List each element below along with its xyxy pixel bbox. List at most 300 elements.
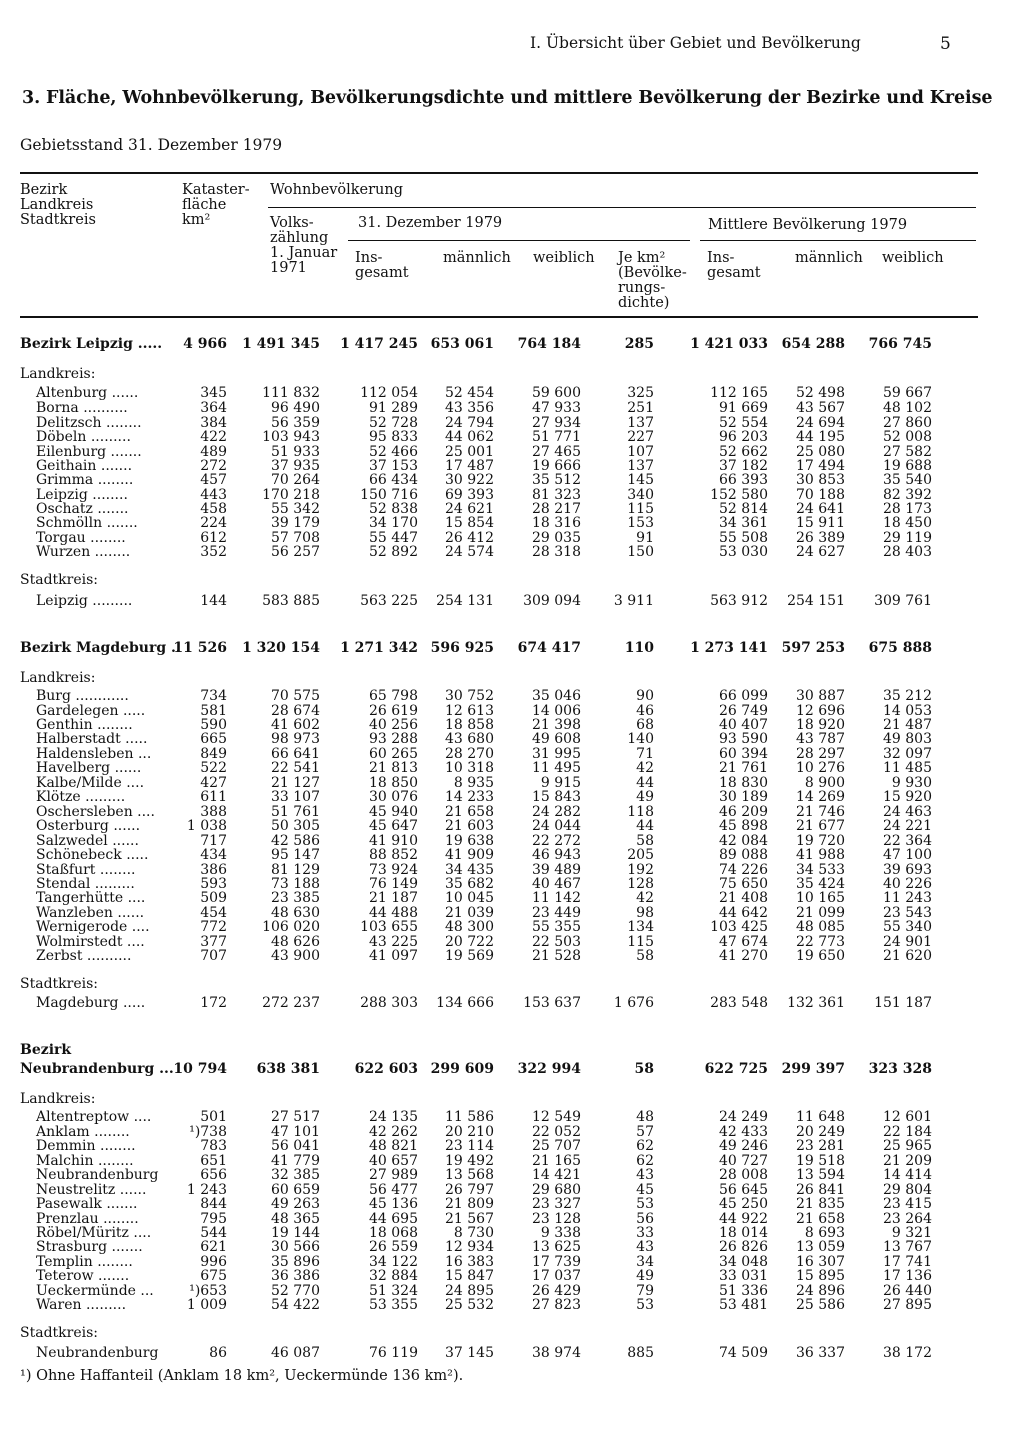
section-label: Bezirk [20, 1042, 72, 1058]
cell-dichte: 150 [627, 544, 654, 560]
cell-mittel-weiblich: 675 888 [868, 640, 932, 656]
cell-mittel-maennlich: 70 188 [796, 487, 845, 503]
kreis-name: Haldensleben ... [36, 746, 152, 762]
cell-mittel-weiblich: 40 226 [883, 876, 932, 892]
cell-weiblich: 24 282 [532, 804, 581, 820]
header-dichte-line-3: rungs- [618, 280, 666, 296]
cell-weiblich: 13 625 [532, 1239, 581, 1255]
cell-mittel-weiblich: 55 340 [883, 919, 932, 935]
cell-volkszaehlung-1971: 28 674 [271, 703, 320, 719]
cell-mittel-maennlich: 18 920 [796, 717, 845, 733]
cell-flaeche: 144 [200, 593, 227, 609]
cell-mittel-insgesamt: 30 189 [719, 789, 768, 805]
cell-mittel-insgesamt: 55 508 [719, 530, 768, 546]
cell-mittel-weiblich: 59 667 [883, 385, 932, 401]
cell-dichte: 98 [636, 905, 654, 921]
cell-weiblich: 28 318 [532, 544, 581, 560]
cell-insgesamt: 45 940 [369, 804, 418, 820]
kreis-name: Zerbst .......... [36, 948, 132, 964]
cell-mittel-maennlich: 25 586 [796, 1297, 845, 1313]
cell-mittel-insgesamt: 66 099 [719, 688, 768, 704]
cell-mittel-insgesamt: 74 509 [719, 1345, 768, 1361]
cell-mittel-insgesamt: 45 898 [719, 818, 768, 834]
header-weiblich-mittel: weiblich [882, 250, 944, 266]
section-label: Landkreis: [20, 1091, 96, 1107]
cell-volkszaehlung-1971: 41 779 [271, 1153, 320, 1169]
cell-volkszaehlung-1971: 42 586 [271, 833, 320, 849]
cell-mittel-maennlich: 254 151 [787, 593, 845, 609]
cell-insgesamt: 30 076 [369, 789, 418, 805]
cell-weiblich: 11 142 [532, 890, 581, 906]
cell-dichte: 134 [627, 919, 654, 935]
cell-mittel-insgesamt: 44 922 [719, 1211, 768, 1227]
cell-mittel-maennlich: 24 896 [796, 1283, 845, 1299]
cell-dichte: 57 [636, 1124, 654, 1140]
cell-volkszaehlung-1971: 51 761 [271, 804, 320, 820]
cell-flaeche: 422 [200, 429, 227, 445]
cell-mittel-weiblich: 27 895 [883, 1297, 932, 1313]
cell-insgesamt: 53 355 [369, 1297, 418, 1313]
cell-flaeche: 364 [200, 400, 227, 416]
cell-mittel-insgesamt: 44 642 [719, 905, 768, 921]
cell-mittel-weiblich: 82 392 [883, 487, 932, 503]
cell-mittel-weiblich: 21 487 [883, 717, 932, 733]
cell-volkszaehlung-1971: 32 385 [271, 1167, 320, 1183]
cell-mittel-maennlich: 23 281 [796, 1138, 845, 1154]
cell-mittel-maennlich: 30 887 [796, 688, 845, 704]
cell-mittel-maennlich: 8 900 [804, 775, 845, 791]
cell-dichte: 285 [624, 336, 654, 352]
kreis-name: Pasewalk ....... [36, 1196, 138, 1212]
cell-dichte: 79 [636, 1283, 654, 1299]
cell-volkszaehlung-1971: 22 541 [271, 760, 320, 776]
cell-mittel-weiblich: 151 187 [874, 995, 932, 1011]
header-bottom-rule [20, 316, 978, 318]
kreis-name: Schmölln ....... [36, 515, 138, 531]
cell-volkszaehlung-1971: 60 659 [271, 1182, 320, 1198]
bezirk-name: Bezirk Magdeburg .. [20, 640, 181, 656]
cell-dichte: 110 [624, 640, 654, 656]
cell-mittel-maennlich: 34 533 [796, 862, 845, 878]
cell-volkszaehlung-1971: 98 973 [271, 731, 320, 747]
cell-volkszaehlung-1971: 73 188 [271, 876, 320, 892]
cell-insgesamt: 51 324 [369, 1283, 418, 1299]
cell-dichte: 205 [627, 847, 654, 863]
cell-flaeche: 434 [200, 847, 227, 863]
cell-mittel-weiblich: 11 243 [883, 890, 932, 906]
cell-flaeche: 1 009 [186, 1297, 227, 1313]
cell-maennlich: 10 318 [445, 760, 494, 776]
header-bezirk-line-1: Bezirk [20, 182, 68, 198]
cell-mittel-maennlich: 16 307 [796, 1254, 845, 1270]
cell-weiblich: 27 934 [532, 415, 581, 431]
cell-insgesamt: 45 647 [369, 818, 418, 834]
cell-mittel-insgesamt: 40 727 [719, 1153, 768, 1169]
cell-mittel-weiblich: 26 440 [883, 1283, 932, 1299]
cell-mittel-weiblich: 14 053 [883, 703, 932, 719]
kreis-name: Borna .......... [36, 400, 128, 416]
cell-weiblich: 40 467 [532, 876, 581, 892]
cell-mittel-insgesamt: 45 250 [719, 1196, 768, 1212]
cell-dichte: 340 [627, 487, 654, 503]
cell-volkszaehlung-1971: 51 933 [271, 444, 320, 460]
cell-mittel-weiblich: 47 100 [883, 847, 932, 863]
cell-dichte: 90 [636, 688, 654, 704]
cell-mittel-insgesamt: 26 749 [719, 703, 768, 719]
kreis-name: Waren ......... [36, 1297, 127, 1313]
cell-maennlich: 11 586 [445, 1109, 494, 1125]
kreis-name: Leipzig ......... [36, 593, 133, 609]
cell-weiblich: 51 771 [532, 429, 581, 445]
cell-insgesamt: 18 850 [369, 775, 418, 791]
header-maennlich: männlich [443, 250, 511, 266]
cell-mittel-weiblich: 27 860 [883, 415, 932, 431]
cell-maennlich: 23 114 [445, 1138, 494, 1154]
cell-dichte: 48 [636, 1109, 654, 1125]
cell-mittel-maennlich: 52 498 [796, 385, 845, 401]
cell-mittel-weiblich: 29 119 [883, 530, 932, 546]
cell-weiblich: 9 915 [540, 775, 581, 791]
header-insgesamt-mittel-line-1: Ins- [707, 250, 735, 266]
cell-mittel-weiblich: 49 803 [883, 731, 932, 747]
cell-insgesamt: 44 695 [369, 1211, 418, 1227]
kreis-name: Halberstadt ..... [36, 731, 148, 747]
cell-mittel-weiblich: 35 540 [883, 472, 932, 488]
cell-dichte: 1 676 [613, 995, 654, 1011]
cell-weiblich: 31 995 [532, 746, 581, 762]
cell-mittel-maennlich: 21 658 [796, 1211, 845, 1227]
cell-maennlich: 13 568 [445, 1167, 494, 1183]
cell-maennlich: 21 039 [445, 905, 494, 921]
cell-insgesamt: 21 813 [369, 760, 418, 776]
cell-mittel-insgesamt: 28 008 [719, 1167, 768, 1183]
cell-weiblich: 24 044 [532, 818, 581, 834]
kreis-name: Schönebeck ..... [36, 847, 149, 863]
cell-dichte: 49 [636, 1268, 654, 1284]
cell-flaeche: 656 [200, 1167, 227, 1183]
cell-flaeche: 427 [200, 775, 227, 791]
cell-mittel-maennlich: 41 988 [796, 847, 845, 863]
kreis-name: Oschatz ....... [36, 501, 129, 517]
cell-volkszaehlung-1971: 48 626 [271, 934, 320, 950]
cell-insgesamt: 1 271 342 [340, 640, 418, 656]
cell-flaeche: 11 526 [173, 640, 227, 656]
cell-weiblich: 55 355 [532, 919, 581, 935]
cell-insgesamt: 27 989 [369, 1167, 418, 1183]
cell-weiblich: 26 429 [532, 1283, 581, 1299]
cell-insgesamt: 66 434 [369, 472, 418, 488]
cell-maennlich: 30 922 [445, 472, 494, 488]
cell-mittel-weiblich: 323 328 [868, 1061, 932, 1077]
kreis-name: Prenzlau ........ [36, 1211, 139, 1227]
cell-dichte: 115 [627, 501, 654, 517]
cell-mittel-weiblich: 28 173 [883, 501, 932, 517]
cell-mittel-weiblich: 24 901 [883, 934, 932, 950]
cell-maennlich: 8 935 [453, 775, 494, 791]
cell-insgesamt: 43 225 [369, 934, 418, 950]
header-dichte-line-1: Je km² [618, 250, 666, 266]
cell-mittel-maennlich: 36 337 [796, 1345, 845, 1361]
section-label: Stadtkreis: [20, 976, 98, 992]
cell-flaeche: 522 [200, 760, 227, 776]
cell-volkszaehlung-1971: 23 385 [271, 890, 320, 906]
cell-volkszaehlung-1971: 70 575 [271, 688, 320, 704]
kreis-name: Geithain ....... [36, 458, 133, 474]
cell-maennlich: 21 603 [445, 818, 494, 834]
cell-mittel-maennlich: 30 853 [796, 472, 845, 488]
cell-insgesamt: 95 833 [369, 429, 418, 445]
cell-mittel-insgesamt: 1 273 141 [690, 640, 768, 656]
cell-mittel-insgesamt: 1 421 033 [690, 336, 768, 352]
cell-mittel-maennlich: 19 518 [796, 1153, 845, 1169]
cell-maennlich: 25 532 [445, 1297, 494, 1313]
cell-volkszaehlung-1971: 56 359 [271, 415, 320, 431]
cell-dichte: 42 [636, 890, 654, 906]
cell-insgesamt: 76 119 [369, 1345, 418, 1361]
cell-dichte: 885 [627, 1345, 654, 1361]
cell-weiblich: 59 600 [532, 385, 581, 401]
cell-weiblich: 21 165 [532, 1153, 581, 1169]
cell-maennlich: 134 666 [436, 995, 494, 1011]
cell-mittel-weiblich: 309 761 [874, 593, 932, 609]
cell-mittel-insgesamt: 283 548 [710, 995, 768, 1011]
kreis-name: Wolmirstedt .... [36, 934, 145, 950]
cell-insgesamt: 55 447 [369, 530, 418, 546]
section-label: Landkreis: [20, 366, 96, 382]
kreis-name: Altenburg ...... [36, 385, 139, 401]
cell-volkszaehlung-1971: 30 566 [271, 1239, 320, 1255]
cell-weiblich: 19 666 [532, 458, 581, 474]
cell-flaeche: 384 [200, 415, 227, 431]
cell-maennlich: 43 680 [445, 731, 494, 747]
cell-flaeche: 783 [200, 1138, 227, 1154]
kreis-name: Malchin ........ [36, 1153, 134, 1169]
mittlere-rule [700, 240, 976, 241]
cell-mittel-insgesamt: 75 650 [719, 876, 768, 892]
cell-volkszaehlung-1971: 81 129 [271, 862, 320, 878]
cell-volkszaehlung-1971: 70 264 [271, 472, 320, 488]
cell-mittel-weiblich: 27 582 [883, 444, 932, 460]
kreis-name: Wurzen ........ [36, 544, 131, 560]
kreis-name: Strasburg ....... [36, 1239, 143, 1255]
cell-flaeche: 707 [200, 948, 227, 964]
cell-maennlich: 30 752 [445, 688, 494, 704]
cell-dichte: 227 [627, 429, 654, 445]
cell-maennlich: 41 909 [445, 847, 494, 863]
cell-weiblich: 21 528 [532, 948, 581, 964]
cell-flaeche: 4 966 [183, 336, 227, 352]
cell-dichte: 118 [627, 804, 654, 820]
cell-mittel-insgesamt: 21 408 [719, 890, 768, 906]
header-volkszaehlung-line-2: zählung [270, 230, 329, 246]
cell-dichte: 42 [636, 760, 654, 776]
cell-flaeche: 849 [200, 746, 227, 762]
cell-weiblich: 309 094 [523, 593, 581, 609]
cell-dichte: 58 [636, 948, 654, 964]
cell-flaeche: 457 [200, 472, 227, 488]
cell-insgesamt: 60 265 [369, 746, 418, 762]
cell-mittel-weiblich: 13 767 [883, 1239, 932, 1255]
cell-weiblich: 29 035 [532, 530, 581, 546]
cell-insgesamt: 52 728 [369, 415, 418, 431]
table-title: 3. Fläche, Wohnbevölkerung, Bevölkerungsdichte und mittlere Bevölkerung der Bezirke und Kreise [22, 88, 993, 108]
header-dichte-line-4: dichte) [618, 295, 670, 311]
cell-weiblich: 29 680 [532, 1182, 581, 1198]
cell-mittel-insgesamt: 51 336 [719, 1283, 768, 1299]
cell-mittel-insgesamt: 103 425 [710, 919, 768, 935]
cell-mittel-insgesamt: 18 014 [719, 1225, 768, 1241]
cell-volkszaehlung-1971: 33 107 [271, 789, 320, 805]
cell-dichte: 137 [627, 458, 654, 474]
kreis-name: Magdeburg ..... [36, 995, 146, 1011]
kreis-name: Ueckermünde ... [36, 1283, 154, 1299]
cell-weiblich: 322 994 [517, 1061, 581, 1077]
cell-mittel-maennlich: 597 253 [781, 640, 845, 656]
cell-weiblich: 764 184 [517, 336, 581, 352]
cell-volkszaehlung-1971: 57 708 [271, 530, 320, 546]
cell-maennlich: 12 934 [445, 1239, 494, 1255]
cell-maennlich: 35 682 [445, 876, 494, 892]
kreis-name: Neustrelitz ...... [36, 1182, 147, 1198]
kreis-name: Staßfurt ........ [36, 862, 136, 878]
cell-insgesamt: 18 068 [369, 1225, 418, 1241]
cell-volkszaehlung-1971: 43 900 [271, 948, 320, 964]
cell-maennlich: 52 454 [445, 385, 494, 401]
cell-maennlich: 37 145 [445, 1345, 494, 1361]
cell-insgesamt: 21 187 [369, 890, 418, 906]
cell-flaeche: 458 [200, 501, 227, 517]
cell-flaeche: 1 243 [186, 1182, 227, 1198]
kreis-name: Genthin ........ [36, 717, 133, 733]
cell-mittel-weiblich: 52 008 [883, 429, 932, 445]
cell-insgesamt: 34 122 [369, 1254, 418, 1270]
header-volkszaehlung-line-1: Volks- [270, 215, 314, 231]
cell-volkszaehlung-1971: 21 127 [271, 775, 320, 791]
cell-volkszaehlung-1971: 36 386 [271, 1268, 320, 1284]
cell-flaeche: 590 [200, 717, 227, 733]
cell-maennlich: 299 609 [430, 1061, 494, 1077]
cell-insgesamt: 41 097 [369, 948, 418, 964]
cell-insgesamt: 32 884 [369, 1268, 418, 1284]
cell-volkszaehlung-1971: 54 422 [271, 1297, 320, 1313]
cell-flaeche: 665 [200, 731, 227, 747]
cell-mittel-maennlich: 15 911 [796, 515, 845, 531]
cell-insgesamt: 34 170 [369, 515, 418, 531]
bezirk-name: Bezirk Leipzig ..... [20, 336, 163, 352]
cell-weiblich: 23 327 [532, 1196, 581, 1212]
cell-weiblich: 17 037 [532, 1268, 581, 1284]
cell-insgesamt: 41 910 [369, 833, 418, 849]
cell-volkszaehlung-1971: 56 041 [271, 1138, 320, 1154]
cell-dichte: 3 911 [613, 593, 654, 609]
cell-mittel-weiblich: 22 184 [883, 1124, 932, 1140]
cell-mittel-insgesamt: 622 725 [704, 1061, 768, 1077]
cell-maennlich: 653 061 [430, 336, 494, 352]
cell-volkszaehlung-1971: 66 641 [271, 746, 320, 762]
cell-dichte: 58 [634, 1061, 654, 1077]
cell-mittel-insgesamt: 40 407 [719, 717, 768, 733]
cell-flaeche: 1 038 [186, 818, 227, 834]
cell-mittel-insgesamt: 563 912 [710, 593, 768, 609]
cell-maennlich: 26 797 [445, 1182, 494, 1198]
cell-mittel-weiblich: 15 920 [883, 789, 932, 805]
cell-weiblich: 35 046 [532, 688, 581, 704]
cell-mittel-insgesamt: 26 826 [719, 1239, 768, 1255]
cell-mittel-weiblich: 39 693 [883, 862, 932, 878]
cell-mittel-weiblich: 11 485 [883, 760, 932, 776]
cell-dichte: 53 [636, 1297, 654, 1313]
cell-insgesamt: 622 603 [354, 1061, 418, 1077]
cell-mittel-maennlich: 13 059 [796, 1239, 845, 1255]
cell-weiblich: 27 465 [532, 444, 581, 460]
header-katasterflaeche-line-1: Kataster- [182, 182, 250, 198]
header-wohnbevoelkerung: Wohnbevölkerung [270, 182, 404, 198]
cell-mittel-weiblich: 23 264 [883, 1211, 932, 1227]
cell-volkszaehlung-1971: 56 257 [271, 544, 320, 560]
cell-maennlich: 21 809 [445, 1196, 494, 1212]
cell-dichte: 137 [627, 415, 654, 431]
cell-volkszaehlung-1971: 50 305 [271, 818, 320, 834]
cell-mittel-weiblich: 12 601 [883, 1109, 932, 1125]
cell-flaeche: 996 [200, 1254, 227, 1270]
kreis-name: Altentreptow .... [36, 1109, 152, 1125]
cell-flaeche: 717 [200, 833, 227, 849]
cell-insgesamt: 52 892 [369, 544, 418, 560]
header-volkszaehlung-line-3: 1. Januar [270, 245, 338, 261]
cell-mittel-maennlich: 11 648 [796, 1109, 845, 1125]
cell-mittel-maennlich: 44 195 [796, 429, 845, 445]
cell-mittel-weiblich: 14 414 [883, 1167, 932, 1183]
cell-dichte: 115 [627, 934, 654, 950]
cell-mittel-weiblich: 32 097 [883, 746, 932, 762]
cell-insgesamt: 44 488 [369, 905, 418, 921]
cell-mittel-insgesamt: 42 084 [719, 833, 768, 849]
cell-dichte: 325 [627, 385, 654, 401]
cell-mittel-weiblich: 48 102 [883, 400, 932, 416]
cell-mittel-insgesamt: 33 031 [719, 1268, 768, 1284]
cell-insgesamt: 73 924 [369, 862, 418, 878]
cell-maennlich: 8 730 [453, 1225, 494, 1241]
cell-insgesamt: 37 153 [369, 458, 418, 474]
cell-flaeche: 489 [200, 444, 227, 460]
cell-insgesamt: 40 657 [369, 1153, 418, 1169]
cell-flaeche: 345 [200, 385, 227, 401]
cell-maennlich: 12 613 [445, 703, 494, 719]
cell-insgesamt: 91 289 [369, 400, 418, 416]
cell-flaeche: 593 [200, 876, 227, 892]
cell-mittel-maennlich: 8 693 [804, 1225, 845, 1241]
cell-mittel-insgesamt: 112 165 [710, 385, 768, 401]
section-label: Landkreis: [20, 670, 96, 686]
header-maennlich-mittel: männlich [795, 250, 863, 266]
cell-weiblich: 17 739 [532, 1254, 581, 1270]
cell-mittel-weiblich: 18 450 [883, 515, 932, 531]
cell-maennlich: 24 794 [445, 415, 494, 431]
cell-mittel-insgesamt: 18 830 [719, 775, 768, 791]
cell-weiblich: 23 128 [532, 1211, 581, 1227]
cell-dichte: 43 [636, 1167, 654, 1183]
cell-maennlich: 28 270 [445, 746, 494, 762]
header-bezirk-line-3: Stadtkreis [20, 212, 96, 228]
kreis-name: Neubrandenburg [36, 1345, 159, 1361]
cell-mittel-insgesamt: 42 433 [719, 1124, 768, 1140]
cell-maennlich: 20 722 [445, 934, 494, 950]
cell-flaeche: 509 [200, 890, 227, 906]
cell-mittel-insgesamt: 24 249 [719, 1109, 768, 1125]
cell-volkszaehlung-1971: 55 342 [271, 501, 320, 517]
cell-mittel-maennlich: 26 841 [796, 1182, 845, 1198]
cell-maennlich: 18 858 [445, 717, 494, 733]
